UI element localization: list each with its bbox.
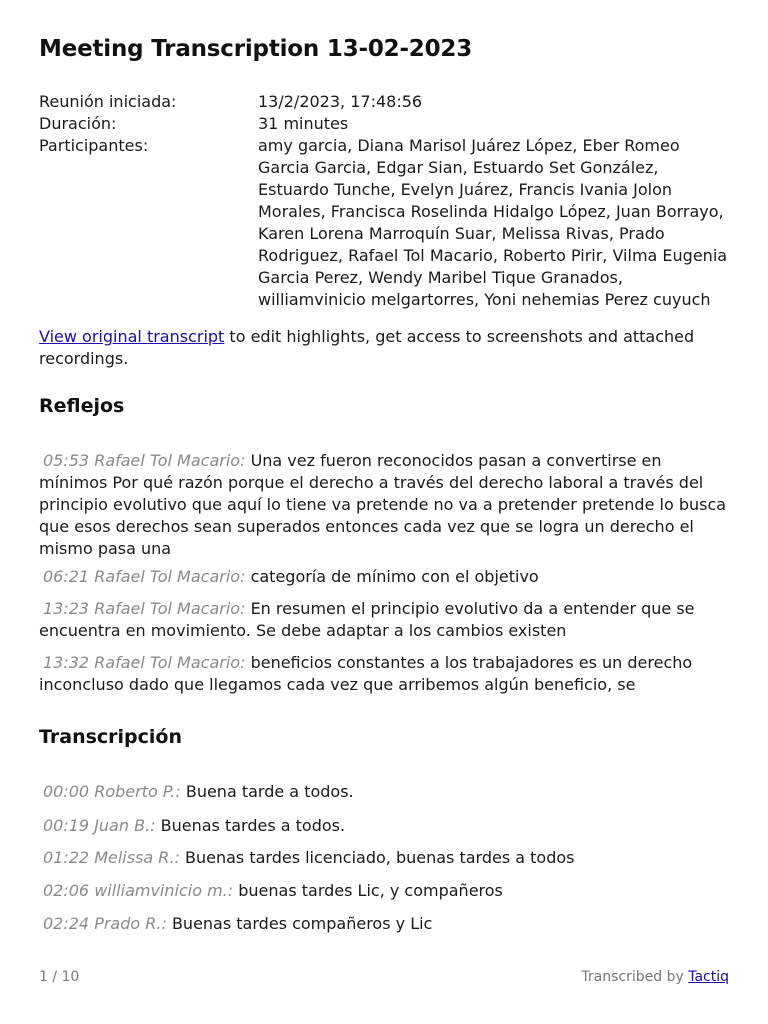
tactiq-link[interactable]: Tactiq (688, 969, 729, 985)
highlight-timestamp: 13:32 Rafael Tol Macario: (43, 653, 246, 672)
transcript-heading: Transcripción (39, 726, 183, 748)
highlight-text: beneficios constantes a los trabajadores es un derecho inconcluso dado que llegamos cada vez que arribemos algún beneficio, se (39, 653, 693, 694)
transcript-text: Buenas tardes licenciado, buenas tardes a todos (184, 848, 575, 867)
started-label: Reunión iniciada: (39, 92, 177, 111)
transcript-timestamp: 00:19 Juan B.: (43, 816, 156, 835)
highlight-entry (39, 598, 731, 642)
transcript-timestamp: 00:00 Roberto P.: (43, 782, 181, 801)
transcript-line (39, 913, 731, 935)
transcript-text: Buena tarde a todos. (185, 782, 354, 801)
meta-row-duration (39, 113, 731, 135)
transcript-line (39, 781, 731, 803)
transcript-line (39, 847, 731, 869)
participants-value: amy garcia, Diana Marisol Juárez López, Eber Romeo Garcia Garcia, Edgar Sian, Estuardo Set González, Estuardo Tunche, Evelyn Juárez, Francis Ivania Jolon Morales, Francisca Roselinda Hidalgo López, Juan Borrayo, Karen Lorena Marroquín Suar, Melissa Rivas, Prado Rodriguez, Rafael Tol Macario, Roberto Pirir, Vilma Eugenia Garcia Perez, Wendy Maribel Tique Granados, williamvinicio melgartorres, Yoni nehemias Perez cuyuch (258, 136, 728, 309)
meta-row-started (39, 91, 731, 113)
highlight-entry (39, 566, 731, 588)
highlights-heading: Reflejos (39, 395, 125, 417)
highlight-timestamp: 13:23 Rafael Tol Macario: (43, 599, 246, 618)
participants-label: Participantes: (39, 136, 149, 155)
highlight-timestamp: 06:21 Rafael Tol Macario: (43, 567, 246, 586)
transcript-timestamp: 02:06 williamvinicio m.: (43, 881, 234, 900)
transcript-text: Buenas tardes compañeros y Lic (171, 914, 433, 933)
highlight-entry (39, 652, 731, 696)
transcript-text: Buenas tardes a todos. (160, 816, 346, 835)
highlight-text: En resumen el principio evolutivo da a entender que se encuentra en movimiento. Se debe adaptar a los cambios existen (39, 599, 695, 640)
page-number: 1 / 10 (39, 969, 80, 985)
highlight-text: Una vez fueron reconocidos pasan a convertirse en mínimos Por qué razón porque el derecho a través del derecho laboral a través del principio evolutivo que aquí lo tiene va pretende no va a pretender pretende lo busca que esos derechos sean superados entonces cada vez que se logra un derecho el mismo pasa una (39, 451, 727, 558)
meta-row-participants (39, 135, 731, 311)
transcript-text: buenas tardes Lic, y compañeros (238, 881, 503, 900)
transcript-line (39, 815, 731, 837)
view-original-description: to edit highlights, get access to screenshots and attached recordings. (39, 327, 695, 368)
highlight-entry (39, 450, 731, 560)
duration-label: Duración: (39, 114, 117, 133)
transcript-timestamp: 01:22 Melissa R.: (43, 848, 180, 867)
highlight-text: categoría de mínimo con el objetivo (250, 567, 539, 586)
view-original-transcript-link[interactable]: View original transcript (39, 327, 225, 346)
transcript-timestamp: 02:24 Prado R.: (43, 914, 167, 933)
view-original-line (39, 326, 731, 370)
page-title: Meeting Transcription 13-02-2023 (39, 36, 473, 62)
started-value: 13/2/2023, 17:48:56 (258, 92, 423, 111)
credit-prefix: Transcribed by (581, 969, 689, 985)
transcript-line (39, 880, 731, 902)
meeting-meta (39, 91, 731, 311)
footer-credit (581, 969, 729, 985)
highlight-timestamp: 05:53 Rafael Tol Macario: (43, 451, 246, 470)
duration-value: 31 minutes (258, 114, 349, 133)
